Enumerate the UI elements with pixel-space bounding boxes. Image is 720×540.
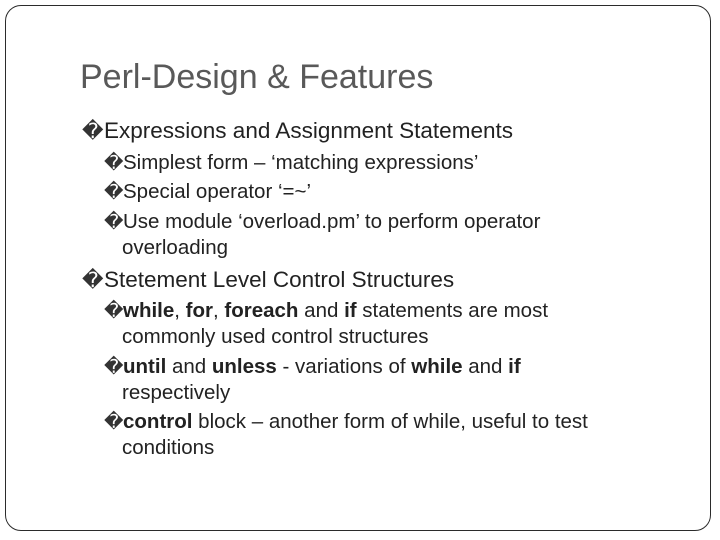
bullet-square-icon: � <box>104 356 124 378</box>
list-item-until-unless <box>104 355 521 379</box>
keyword-text: for <box>185 299 213 322</box>
bullet-square-icon: � <box>104 211 124 233</box>
list-item-simplest-form <box>104 151 478 175</box>
bullet-square-icon: � <box>104 152 124 174</box>
bullet-square-icon: � <box>104 300 124 322</box>
list-item-text: Use module ‘overload.pm’ to perform operator <box>123 210 541 233</box>
list-item-continuation: commonly used control structures <box>122 325 429 348</box>
keyword-text: until <box>123 355 167 378</box>
list-item-control-block <box>104 410 588 434</box>
bullet-square-icon: � <box>104 181 124 203</box>
bullet-square-icon: � <box>104 411 124 433</box>
keyword-text: if <box>344 299 357 322</box>
list-item-text: Simplest form – ‘matching expressions’ <box>123 151 479 174</box>
list-item-continuation: respectively <box>122 381 231 404</box>
text-segment: block – another form of while, useful to test <box>192 410 588 433</box>
text-segment: , <box>174 299 186 322</box>
text-segment: - variations of <box>276 355 412 378</box>
rich-text <box>123 355 521 378</box>
list-item-use-module <box>104 210 540 234</box>
list-item-special-operator <box>104 180 311 204</box>
keyword-text: foreach <box>224 299 299 322</box>
text-segment: , <box>213 299 225 322</box>
list-item-continuation: overloading <box>122 236 228 259</box>
section-heading-expressions <box>82 118 513 144</box>
bullet-square-icon: � <box>82 119 104 143</box>
rich-text <box>123 299 548 322</box>
text-segment: statements are most <box>356 299 549 322</box>
rich-text <box>123 410 588 433</box>
section-heading-text: Expressions and Assignment Statements <box>104 118 513 143</box>
text-segment: and <box>298 299 345 322</box>
keyword-text: while <box>123 299 175 322</box>
list-item-continuation: conditions <box>122 436 215 459</box>
keyword-text: unless <box>211 355 277 378</box>
slide-title: Perl-Design & Features <box>80 58 434 96</box>
keyword-text: control <box>123 410 193 433</box>
list-item-text: Special operator ‘=~’ <box>123 180 312 203</box>
keyword-text: while <box>411 355 463 378</box>
list-item-loop-statements <box>104 299 548 323</box>
text-segment: and <box>462 355 509 378</box>
bullet-square-icon: � <box>82 268 104 292</box>
section-heading-text: Stetement Level Control Structures <box>104 267 455 292</box>
text-segment: and <box>166 355 212 378</box>
keyword-text: if <box>508 355 521 378</box>
section-heading-control-structures <box>82 267 454 293</box>
